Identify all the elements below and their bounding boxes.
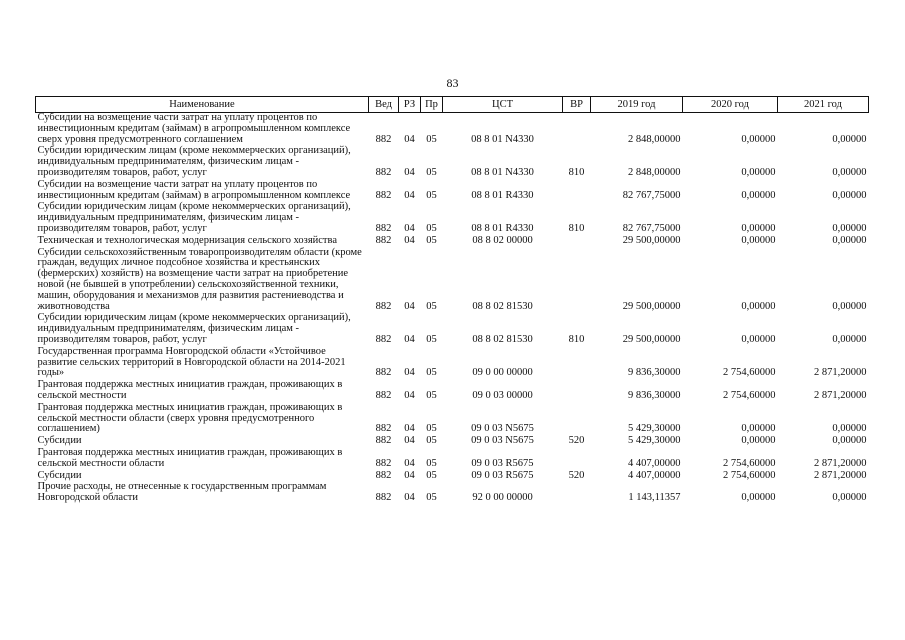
row-amount-2021: 0,00000 xyxy=(832,166,867,178)
table-row xyxy=(36,202,869,235)
row-pr: 05 xyxy=(426,300,437,312)
row-cst: 09 0 00 00000 xyxy=(472,367,533,379)
row-name: Грантовая поддержка местных инициатив граждан, проживающих в сельской местности области (сверх уровня предусмотренного соглашением) xyxy=(37,401,343,435)
row-amount-2021: 0,00000 xyxy=(832,222,867,234)
row-pr: 05 xyxy=(426,457,437,469)
row-rz: 04 xyxy=(404,457,415,469)
row-pr: 05 xyxy=(426,492,437,504)
row-vr: 520 xyxy=(568,435,585,447)
row-ved: 882 xyxy=(375,234,392,246)
row-amount-2021: 0,00000 xyxy=(832,435,867,447)
row-vr xyxy=(563,403,591,436)
row-amount-2020: 2 754,60000 xyxy=(723,469,776,481)
row-vr xyxy=(563,380,591,403)
row-amount-2020: 0,00000 xyxy=(741,166,776,178)
row-ved: 882 xyxy=(375,189,392,201)
row-rz: 04 xyxy=(404,367,415,379)
row-ved: 882 xyxy=(375,333,392,345)
row-vr: 520 xyxy=(568,469,585,481)
row-amount-2020: 0,00000 xyxy=(741,492,776,504)
table-row xyxy=(36,248,869,314)
budget-table xyxy=(35,96,869,505)
row-cst: 08 8 02 00000 xyxy=(472,234,533,246)
row-name: Субсидии юридическим лицам (кроме некоммерческих организаций), индивидуальным предпринимателям, физическим лицам - производителям товаров, работ, услуг xyxy=(37,201,351,234)
table-row xyxy=(36,347,869,380)
row-amount-2019: 2 848,00000 xyxy=(628,133,681,145)
col-header-2021: 2021 год xyxy=(778,97,869,113)
row-ved: 882 xyxy=(375,435,392,447)
row-name: Субсидии сельскохозяйственным товаропроизводителям области (кроме граждан, ведущих личное подсобное хозяйства и крестьянских (фермерских) хозяйств) на возмещение части затрат на приобретение новой (не бывшей в употреблении) сельскохозяйственной техники, машин, оборудования и механизмов для развития растениеводства и животноводства xyxy=(37,246,362,312)
col-header-pr: Пр xyxy=(421,97,443,113)
row-name: Государственная программа Новгородской области «Устойчивое развитие сельских территорий в Новгородской области на 2014-2021 годы» xyxy=(37,345,346,379)
row-pr: 05 xyxy=(426,166,437,178)
row-amount-2021: 0,00000 xyxy=(832,234,867,246)
row-amount-2019: 29 500,00000 xyxy=(622,300,681,312)
row-vr xyxy=(563,113,591,147)
row-vr xyxy=(563,448,591,471)
row-amount-2019: 4 407,00000 xyxy=(628,469,681,481)
row-rz: 04 xyxy=(404,189,415,201)
row-amount-2020: 0,00000 xyxy=(741,222,776,234)
row-pr: 05 xyxy=(426,133,437,145)
row-pr: 05 xyxy=(426,222,437,234)
row-cst: 08 8 01 N4330 xyxy=(471,166,534,178)
row-amount-2021: 0,00000 xyxy=(832,300,867,312)
row-rz: 04 xyxy=(404,300,415,312)
row-amount-2021: 0,00000 xyxy=(832,333,867,345)
row-rz: 04 xyxy=(404,492,415,504)
row-cst: 08 8 01 N4330 xyxy=(471,133,534,145)
row-amount-2020: 0,00000 xyxy=(741,189,776,201)
row-rz: 04 xyxy=(404,469,415,481)
row-amount-2021: 2 871,20000 xyxy=(814,469,867,481)
table-row xyxy=(36,313,869,346)
col-header-name: Наименование xyxy=(36,97,369,113)
row-ved: 882 xyxy=(375,166,392,178)
row-amount-2019: 82 767,75000 xyxy=(622,189,681,201)
row-rz: 04 xyxy=(404,435,415,447)
row-amount-2021: 0,00000 xyxy=(832,133,867,145)
row-amount-2020: 0,00000 xyxy=(741,435,776,447)
row-pr: 05 xyxy=(426,189,437,201)
row-cst: 08 8 02 81530 xyxy=(472,333,533,345)
table-row xyxy=(36,448,869,471)
row-cst: 08 8 01 R4330 xyxy=(471,222,534,234)
row-cst: 08 8 01 R4330 xyxy=(471,189,534,201)
row-rz: 04 xyxy=(404,234,415,246)
row-rz: 04 xyxy=(404,389,415,401)
row-cst: 09 0 03 N5675 xyxy=(471,435,534,447)
table-header xyxy=(36,97,869,113)
row-cst: 09 0 03 N5675 xyxy=(471,423,534,435)
row-cst: 09 0 03 R5675 xyxy=(471,457,534,469)
row-amount-2020: 2 754,60000 xyxy=(723,389,776,401)
row-name: Субсидии на возмещение части затрат на уплату процентов по инвестиционным кредитам (займам) в агропромышленном комплексе xyxy=(37,178,351,201)
table-row xyxy=(36,403,869,436)
row-pr: 05 xyxy=(426,333,437,345)
row-amount-2019: 5 429,30000 xyxy=(628,423,681,435)
row-ved: 882 xyxy=(375,423,392,435)
table-row xyxy=(36,380,869,403)
row-amount-2021: 0,00000 xyxy=(832,423,867,435)
row-amount-2019: 5 429,30000 xyxy=(628,435,681,447)
col-header-2019: 2019 год xyxy=(591,97,683,113)
row-rz: 04 xyxy=(404,133,415,145)
row-amount-2019: 9 836,30000 xyxy=(628,367,681,379)
row-name: Субсидии xyxy=(37,435,82,447)
row-amount-2019: 1 143,11357 xyxy=(628,492,681,504)
row-amount-2021: 0,00000 xyxy=(832,492,867,504)
col-header-ved: Вед xyxy=(369,97,399,113)
row-vr xyxy=(563,482,591,505)
row-amount-2021: 2 871,20000 xyxy=(814,367,867,379)
row-name: Субсидии на возмещение части затрат на уплату процентов по инвестиционным кредитам (займам) в агропромышленном комплексе сверх уровня предусмотренного соглашением xyxy=(37,112,351,145)
row-cst: 09 0 03 00000 xyxy=(472,389,533,401)
row-pr: 05 xyxy=(426,423,437,435)
row-pr: 05 xyxy=(426,435,437,447)
row-name: Грантовая поддержка местных инициатив граждан, проживающих в сельской местности xyxy=(37,379,343,401)
row-pr: 05 xyxy=(426,234,437,246)
row-rz: 04 xyxy=(404,423,415,435)
row-pr: 05 xyxy=(426,389,437,401)
row-cst: 08 8 02 81530 xyxy=(472,300,533,312)
table-row xyxy=(36,146,869,179)
row-vr xyxy=(563,180,591,203)
row-amount-2020: 0,00000 xyxy=(741,423,776,435)
row-ved: 882 xyxy=(375,222,392,234)
table-body xyxy=(36,113,869,505)
row-vr: 810 xyxy=(568,222,585,234)
row-vr: 810 xyxy=(568,333,585,345)
row-amount-2020: 2 754,60000 xyxy=(723,367,776,379)
col-header-cst: ЦСТ xyxy=(443,97,563,113)
row-ved: 882 xyxy=(375,492,392,504)
row-name: Грантовая поддержка местных инициатив граждан, проживающих в сельской местности области xyxy=(37,446,343,469)
row-rz: 04 xyxy=(404,222,415,234)
row-amount-2020: 0,00000 xyxy=(741,300,776,312)
row-name: Техническая и технологическая модернизация сельского хозяйства xyxy=(37,234,338,246)
row-cst: 09 0 03 R5675 xyxy=(471,469,534,481)
row-ved: 882 xyxy=(375,457,392,469)
table-row xyxy=(36,482,869,505)
row-name: Субсидии юридическим лицам (кроме некоммерческих организаций), индивидуальным предпринимателям, физическим лицам - производителям товаров, работ, услуг xyxy=(37,145,351,178)
row-name: Субсидии юридическим лицам (кроме некоммерческих организаций), индивидуальным предпринимателям, физическим лицам - производителям товаров, работ, услуг xyxy=(37,312,351,345)
row-amount-2020: 0,00000 xyxy=(741,234,776,246)
row-ved: 882 xyxy=(375,469,392,481)
row-amount-2019: 9 836,30000 xyxy=(628,389,681,401)
row-ved: 882 xyxy=(375,389,392,401)
row-amount-2019: 29 500,00000 xyxy=(622,333,681,345)
row-ved: 882 xyxy=(375,367,392,379)
row-amount-2019: 29 500,00000 xyxy=(622,234,681,246)
row-vr xyxy=(563,236,591,248)
row-vr xyxy=(563,248,591,314)
row-cst: 92 0 00 00000 xyxy=(472,492,533,504)
row-amount-2020: 2 754,60000 xyxy=(723,457,776,469)
row-amount-2020: 0,00000 xyxy=(741,133,776,145)
col-header-2020: 2020 год xyxy=(683,97,778,113)
row-amount-2021: 2 871,20000 xyxy=(814,389,867,401)
row-ved: 882 xyxy=(375,133,392,145)
row-rz: 04 xyxy=(404,166,415,178)
row-amount-2021: 2 871,20000 xyxy=(814,457,867,469)
row-amount-2019: 82 767,75000 xyxy=(622,222,681,234)
table-row xyxy=(36,113,869,147)
row-amount-2021: 0,00000 xyxy=(832,189,867,201)
row-vr xyxy=(563,347,591,380)
row-name: Прочие расходы, не отнесенные к государственным программам Новгородской области xyxy=(37,481,327,504)
row-name: Субсидии xyxy=(37,469,82,481)
table-row xyxy=(36,180,869,203)
row-rz: 04 xyxy=(404,333,415,345)
row-pr: 05 xyxy=(426,469,437,481)
row-amount-2020: 0,00000 xyxy=(741,333,776,345)
col-header-vr: ВР xyxy=(563,97,591,113)
row-amount-2019: 4 407,00000 xyxy=(628,457,681,469)
row-pr: 05 xyxy=(426,367,437,379)
row-ved: 882 xyxy=(375,300,392,312)
col-header-rz: РЗ xyxy=(399,97,421,113)
row-vr: 810 xyxy=(568,166,585,178)
row-amount-2019: 2 848,00000 xyxy=(628,166,681,178)
table-row xyxy=(36,236,869,248)
page-number: 83 xyxy=(446,76,459,90)
